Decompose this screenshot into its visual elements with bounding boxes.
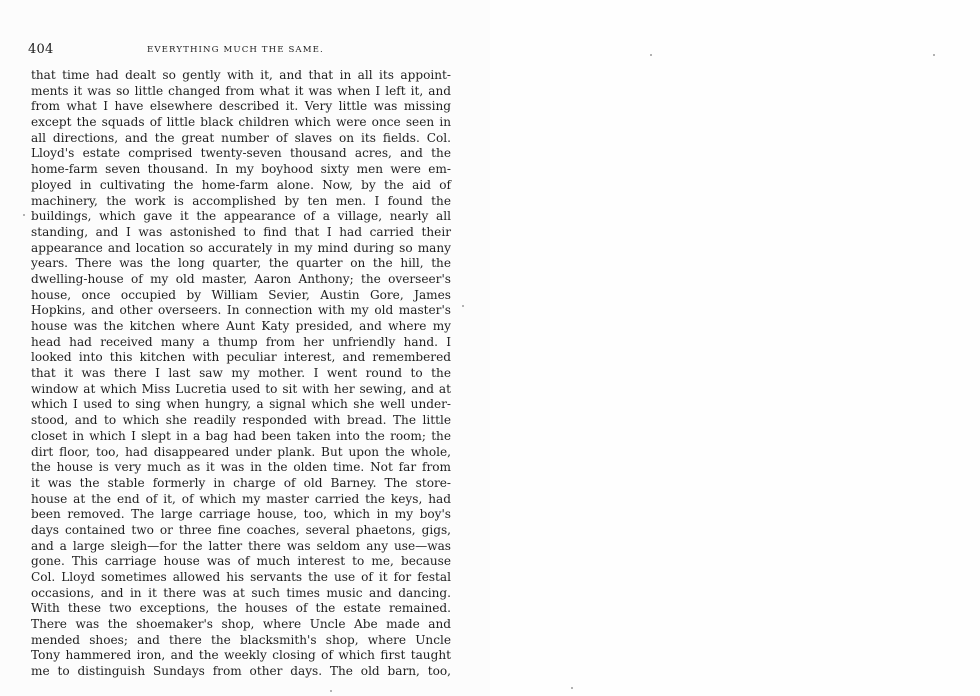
text-line: ployed in cultivating the home-farm alone. Now, by the aid of — [31, 177, 451, 192]
running-head-title: EVERYTHING MUCH THE SAME. — [147, 45, 324, 55]
scan-speck — [933, 54, 935, 56]
text-line: the house is very much as it was in the olden time. Not far from — [31, 460, 451, 475]
text-line: dwelling-house of my old master, Aaron Anthony; the overseer's — [31, 271, 451, 286]
text-line: years. There was the long quarter, the quarter on the hill, the — [31, 256, 451, 271]
scan-speck — [23, 214, 25, 216]
text-line: ments it was so little changed from what it was when I left it, and — [31, 83, 451, 98]
text-line: which I used to sing when hungry, a signal which she well under- — [31, 397, 451, 412]
text-line: Lloyd's estate comprised twenty-seven thousand acres, and the — [31, 146, 451, 161]
text-line: dirt floor, too, had disappeared under plank. But upon the whole, — [31, 444, 451, 459]
text-line: machinery, the work is accomplished by ten men. I found the — [31, 193, 451, 208]
text-line: Col. Lloyd sometimes allowed his servants the use of it for festal — [31, 570, 451, 584]
text-line: me to distinguish Sundays from other days. The old barn, too, — [31, 664, 451, 679]
text-line: stood, and to which she readily responded with bread. The little — [31, 413, 451, 428]
text-line: occasions, and in it there was at such times music and dancing. — [31, 585, 451, 600]
text-line: house at the end of it, of which my master carried the keys, had — [31, 491, 451, 506]
text-line: gone. This carriage house was of much interest to me, because — [31, 554, 451, 569]
text-line: days contained two or three fine coaches, several phaetons, gigs, — [31, 522, 451, 537]
text-line: home-farm seven thousand. In my boyhood sixty men were em- — [31, 162, 451, 177]
text-line: head had received many a thump from her unfriendly hand. I — [31, 334, 451, 349]
text-line: except the squads of little black children which were once seen in — [31, 115, 451, 130]
text-line: house was the kitchen where Aunt Katy presided, and where my — [31, 319, 451, 333]
text-line: looked into this kitchen with peculiar interest, and remembered — [31, 350, 451, 365]
text-line: it was the stable formerly in charge of old Barney. The store- — [31, 475, 451, 490]
body-text — [31, 68, 451, 680]
running-head — [28, 42, 448, 58]
text-line: that it was there I last saw my mother. I went round to the — [31, 366, 451, 381]
text-line: mended shoes; and there the blacksmith's shop, where Uncle — [31, 632, 451, 647]
text-line: that time had dealt so gently with it, and that in all its appoint- — [31, 68, 451, 82]
text-line: standing, and I was astonished to find that I had carried their — [31, 224, 451, 239]
text-line: There was the shoemaker's shop, where Uncle Abe made and — [31, 617, 451, 632]
text-line: Tony hammered iron, and the weekly closing of which first taught — [31, 648, 451, 663]
scan-speck — [462, 305, 464, 307]
page-number: 404 — [28, 42, 54, 57]
text-line: been removed. The large carriage house, too, which in my boy's — [31, 507, 451, 522]
text-line: buildings, which gave it the appearance of a village, nearly all — [31, 209, 451, 224]
text-line: all directions, and the great number of slaves on its fields. Col. — [31, 130, 451, 145]
text-line: from what I have elsewhere described it. Very little was missing — [31, 99, 451, 114]
text-line: With these two exceptions, the houses of the estate remained. — [31, 601, 451, 616]
text-line: window at which Miss Lucretia used to sit with her sewing, and at — [31, 381, 451, 396]
scan-speck — [330, 690, 332, 692]
right-page-blank — [490, 0, 980, 696]
text-line: and a large sleigh—for the latter there was seldom any use—was — [31, 538, 451, 553]
text-line: Hopkins, and other overseers. In connection with my old master's — [31, 303, 451, 318]
scan-speck — [571, 687, 573, 689]
text-line: house, once occupied by William Sevier, Austin Gore, James — [31, 287, 451, 302]
scan-speck — [650, 54, 652, 56]
text-line: appearance and location so accurately in my mind during so many — [31, 240, 451, 255]
text-line: closet in which I slept in a bag had been taken into the room; the — [31, 428, 451, 443]
